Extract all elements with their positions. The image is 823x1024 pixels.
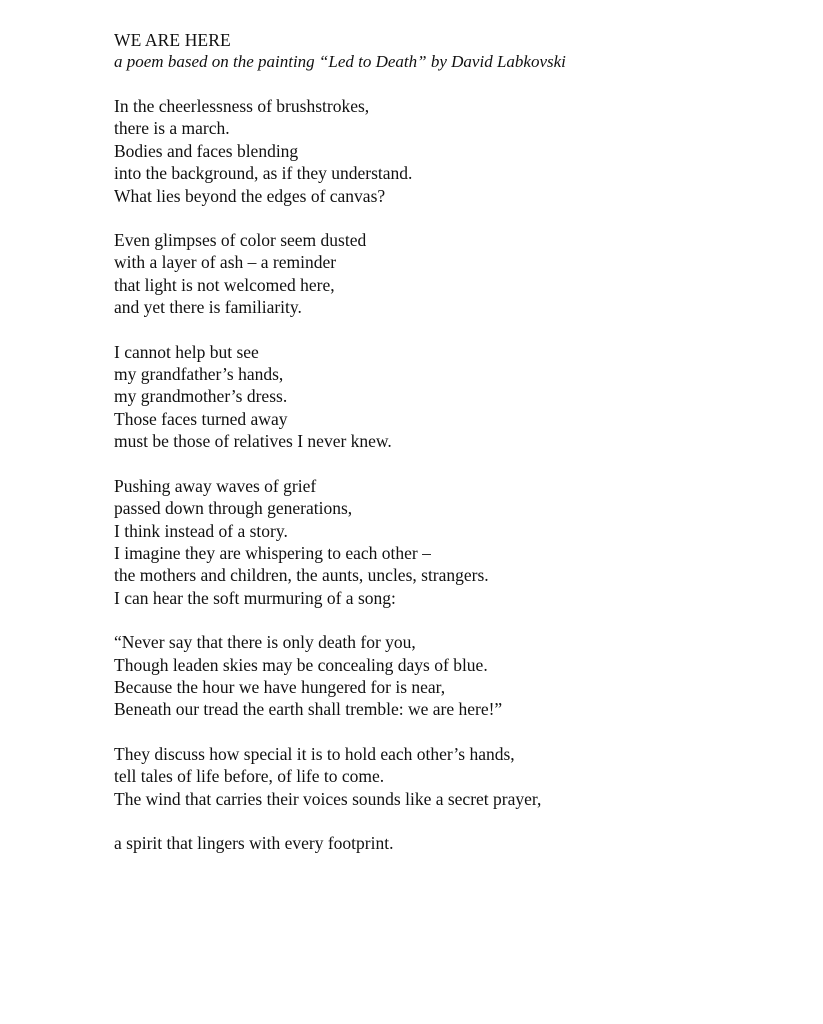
stanza-1 xyxy=(114,95,794,207)
stanza-2 xyxy=(114,229,794,319)
poem-line: I think instead of a story. xyxy=(114,520,288,541)
stanza-5-song-quote xyxy=(114,631,794,721)
poem-line: Though leaden skies may be concealing days of blue. xyxy=(114,654,488,675)
poem-line: Beneath our tread the earth shall tremble: we are here!” xyxy=(114,699,503,720)
poem-line: They discuss how special it is to hold each other’s hands, xyxy=(114,743,515,764)
poem-line: and yet there is familiarity. xyxy=(114,297,302,318)
poem-line: I cannot help but see xyxy=(114,341,259,362)
poem-line: Because the hour we have hungered for is near, xyxy=(114,676,446,697)
stanza-4 xyxy=(114,475,794,609)
poem-line: into the background, as if they understand. xyxy=(114,163,413,184)
poem-line: tell tales of life before, of life to come. xyxy=(114,766,385,787)
stanza-7 xyxy=(114,832,794,854)
stanza-6 xyxy=(114,743,794,810)
poem-line: there is a march. xyxy=(114,118,230,139)
poem-line: Even glimpses of color seem dusted xyxy=(114,230,367,251)
poem-line: Pushing away waves of grief xyxy=(114,475,317,496)
poem-line: I imagine they are whispering to each other – xyxy=(114,542,431,563)
poem-line: my grandfather’s hands, xyxy=(114,364,284,385)
poem-line: my grandmother’s dress. xyxy=(114,386,288,407)
poem-line: I can hear the soft murmuring of a song: xyxy=(114,587,396,608)
poem-line: Those faces turned away xyxy=(114,408,288,429)
poem-line: What lies beyond the edges of canvas? xyxy=(114,185,386,206)
poem-line: a spirit that lingers with every footprint. xyxy=(114,832,394,853)
poem-line: the mothers and children, the aunts, uncles, strangers. xyxy=(114,565,489,586)
poem-line: In the cheerlessness of brushstrokes, xyxy=(114,96,370,116)
poem-line: The wind that carries their voices sounds like a secret prayer, xyxy=(114,788,542,809)
stanza-3 xyxy=(114,341,794,453)
poem-line: “Never say that there is only death for you, xyxy=(114,632,416,653)
poem xyxy=(114,29,794,876)
poem-title: WE ARE HERE xyxy=(114,30,231,50)
poem-line: with a layer of ash – a reminder xyxy=(114,252,337,273)
poem-subtitle: a poem based on the painting “Led to Death” by David Labkovski xyxy=(114,52,566,71)
poem-line: Bodies and faces blending xyxy=(114,140,299,161)
poem-line: must be those of relatives I never knew. xyxy=(114,431,392,452)
poem-line: that light is not welcomed here, xyxy=(114,274,335,295)
poem-line: passed down through generations, xyxy=(114,498,353,519)
